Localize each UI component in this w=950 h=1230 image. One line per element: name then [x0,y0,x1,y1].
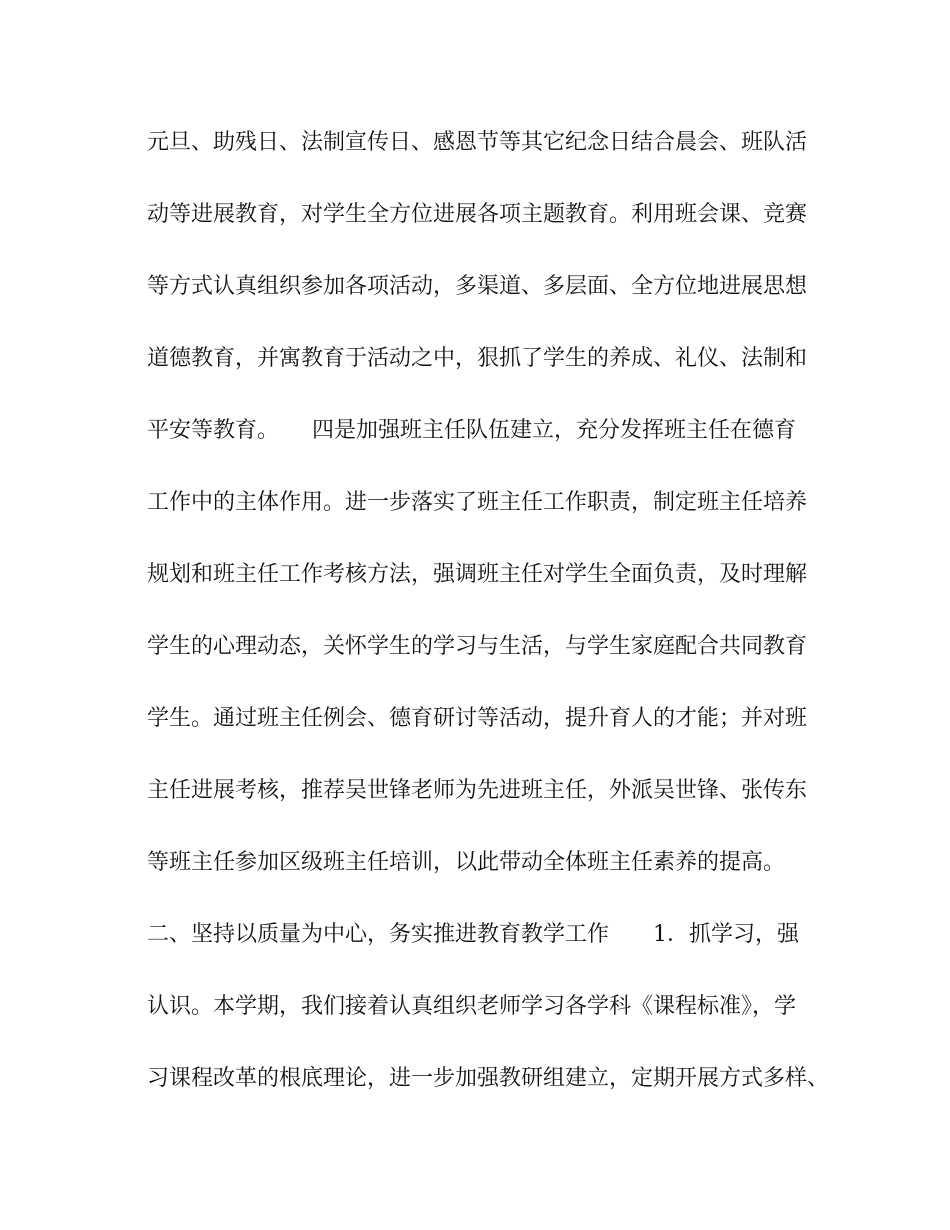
text-line: 学生。通过班主任例会、德育研讨等活动，提升育人的才能；并对班 [147,706,808,731]
text-line: 认识。本学期，我们接着认真组织老师学习各学科《课程标准》，学 [147,994,797,1019]
text-line: 二、坚持以质量为中心，务实推进教育教学工作 1．抓学习，强 [147,922,799,947]
text-line: 学生的心理动态，关怀学生的学习与生活，与学生家庭配合共同教育 [147,634,808,659]
text-line: 规划和班主任工作考核方法，强调班主任对学生全面负责，及时理解 [147,562,808,587]
text-line: 工作中的主体作用。进一步落实了班主任工作职责，制定班主任培养 [147,490,808,515]
text-line: 道德教育，并寓教育于活动之中，狠抓了学生的养成、礼仪、法制和 [147,346,808,371]
text-line: 等方式认真组织参加各项活动，多渠道、多层面、全方位地进展思想 [147,274,808,299]
text-line: 元旦、助残日、法制宣传日、感恩节等其它纪念日结合晨会、班队活 [147,130,808,155]
text-line: 主任进展考核，推荐吴世锋老师为先进班主任，外派吴世锋、张传东 [147,778,808,803]
text-line: 平安等教育。 四是加强班主任队伍建立，充分发挥班主任在德育 [147,418,797,443]
text-line: 等班主任参加区级班主任培训，以此带动全体班主任素养的提高。 [147,850,786,875]
text-line: 习课程改革的根底理论，进一步加强教研组建立，定期开展方式多样、 [147,1066,830,1091]
text-line: 动等进展教育，对学生全方位进展各项主题教育。利用班会课、竞赛 [147,202,808,227]
